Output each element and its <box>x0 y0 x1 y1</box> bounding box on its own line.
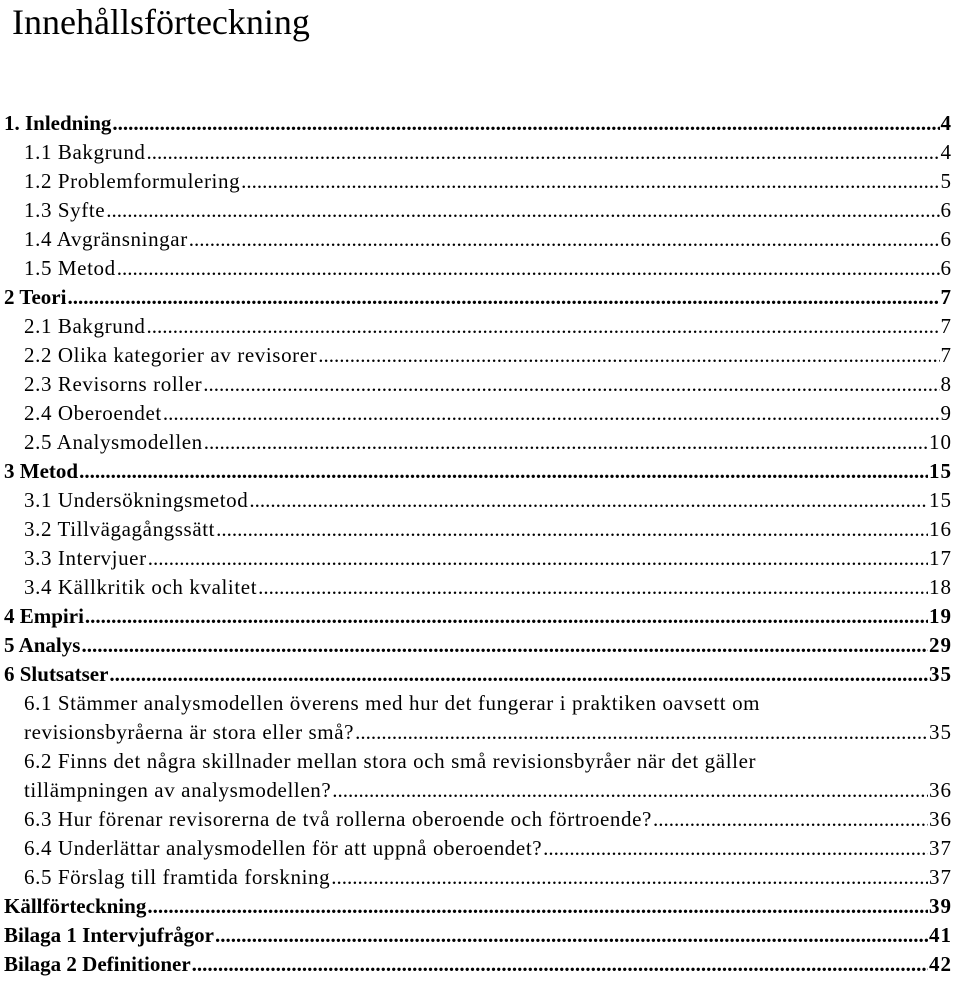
toc-entry-2-1[interactable] <box>0 312 960 341</box>
toc-entry-label: 6.5 Förslag till framtida forskning <box>24 865 331 889</box>
toc-entry-label: 3.2 Tillvägagångssätt <box>24 517 216 541</box>
toc-entry-label: 2.1 Bakgrund <box>24 314 146 338</box>
toc-entry-label: 1.2 Problemformulering <box>24 169 241 193</box>
toc-entry-3-1[interactable] <box>0 486 960 515</box>
toc-page-number: 35 <box>929 720 952 744</box>
toc-entry-2-2[interactable] <box>0 341 960 370</box>
table-of-contents <box>0 109 960 979</box>
toc-page-number: 36 <box>929 778 952 802</box>
dot-leader <box>355 718 928 747</box>
toc-entry-label-line1: 6.1 Stämmer analysmodellen överens med hur det fungerar i praktiken oavsett om <box>24 691 761 715</box>
toc-entry-label: 3.4 Källkritik och kvalitet <box>24 575 258 599</box>
dot-leader <box>163 399 940 428</box>
dot-leader <box>85 602 928 631</box>
dot-leader <box>147 138 940 167</box>
dot-leader <box>79 457 928 486</box>
toc-entry-2-5[interactable] <box>0 428 960 457</box>
toc-entry-bilaga-1[interactable] <box>0 921 960 950</box>
toc-entry-label: 2.5 Analysmodellen <box>24 430 203 454</box>
dot-leader <box>258 573 928 602</box>
toc-entry-label: 2.3 Revisorns roller <box>24 372 203 396</box>
toc-entry-label: 1.4 Avgränsningar <box>24 227 188 251</box>
toc-entry-label: 2 Teori <box>4 285 67 309</box>
toc-entry-6-5[interactable] <box>0 863 960 892</box>
toc-entry-6-1[interactable] <box>0 689 960 747</box>
toc-entry-5-analys[interactable] <box>0 631 960 660</box>
toc-page-number: 39 <box>929 894 952 918</box>
dot-leader <box>147 892 928 921</box>
dot-leader <box>543 834 928 863</box>
toc-entry-label: 2.4 Oberoendet <box>24 401 162 425</box>
toc-entry-label: 6.4 Underlättar analysmodellen för att uppnå oberoendet? <box>24 836 543 860</box>
toc-page-number: 17 <box>929 546 952 570</box>
toc-page-number: 35 <box>929 662 952 686</box>
dot-leader <box>192 950 928 979</box>
toc-entry-3-2[interactable] <box>0 515 960 544</box>
toc-entry-1-2[interactable] <box>0 167 960 196</box>
dot-leader <box>653 805 928 834</box>
toc-page-number: 18 <box>929 575 952 599</box>
toc-entry-label: 6 Slutsatser <box>4 662 109 686</box>
dot-leader <box>67 283 939 312</box>
toc-entry-3-3[interactable] <box>0 544 960 573</box>
toc-page-number: 29 <box>929 633 952 657</box>
dot-leader <box>204 428 928 457</box>
toc-page-number: 4 <box>940 111 952 135</box>
toc-entry-1-5[interactable] <box>0 254 960 283</box>
toc-entry-label: 1. Inledning <box>4 111 112 135</box>
toc-entry-1-inledning[interactable] <box>0 109 960 138</box>
toc-page-number: 7 <box>940 343 952 367</box>
toc-page-number: 15 <box>929 488 952 512</box>
toc-page-number: 6 <box>940 227 952 251</box>
toc-page-number: 10 <box>929 430 952 454</box>
dot-leader <box>331 863 928 892</box>
toc-entry-6-4[interactable] <box>0 834 960 863</box>
toc-entry-2-teori[interactable] <box>0 283 960 312</box>
dot-leader <box>147 312 940 341</box>
dot-leader <box>249 486 928 515</box>
dot-leader <box>109 660 928 689</box>
toc-page-number: 36 <box>929 807 952 831</box>
toc-entry-label: 3 Metod <box>4 459 79 483</box>
toc-entry-label-line1: 6.2 Finns det några skillnader mellan stora och små revisionsbyråer när det gäller <box>24 749 757 773</box>
toc-page-number: 41 <box>929 923 952 947</box>
toc-entry-1-3[interactable] <box>0 196 960 225</box>
toc-entry-4-empiri[interactable] <box>0 602 960 631</box>
toc-page-number: 16 <box>929 517 952 541</box>
toc-page-number: 37 <box>929 865 952 889</box>
dot-leader <box>189 225 940 254</box>
toc-page-number: 4 <box>940 140 952 164</box>
toc-page-number: 8 <box>940 372 952 396</box>
dot-leader <box>112 109 939 138</box>
toc-entry-3-4[interactable] <box>0 573 960 602</box>
toc-entry-3-metod[interactable] <box>0 457 960 486</box>
page-title: Innehållsförteckning <box>12 2 310 42</box>
toc-page-number: 37 <box>929 836 952 860</box>
dot-leader <box>148 544 928 573</box>
toc-entry-kallforteckning[interactable] <box>0 892 960 921</box>
toc-entry-label: 3.1 Undersökningsmetod <box>24 488 249 512</box>
toc-entry-label: 1.1 Bakgrund <box>24 140 146 164</box>
toc-entry-label-line2: revisionsbyråerna är stora eller små? <box>24 720 355 744</box>
dot-leader <box>81 631 928 660</box>
toc-entry-bilaga-2[interactable] <box>0 950 960 979</box>
dot-leader <box>241 167 939 196</box>
dot-leader <box>106 196 939 225</box>
toc-entry-6-2[interactable] <box>0 747 960 805</box>
dot-leader <box>203 370 939 399</box>
dot-leader <box>215 921 928 950</box>
toc-page-number: 6 <box>940 256 952 280</box>
toc-entry-label: Källförteckning <box>4 894 147 918</box>
toc-entry-label: 3.3 Intervjuer <box>24 546 147 570</box>
toc-entry-label: Bilaga 1 Intervjufrågor <box>4 923 214 947</box>
toc-page-number: 5 <box>940 169 952 193</box>
toc-page-number: 42 <box>929 952 952 976</box>
toc-entry-6-3[interactable] <box>0 805 960 834</box>
toc-entry-label: 2.2 Olika kategorier av revisorer <box>24 343 318 367</box>
toc-entry-label: 1.3 Syfte <box>24 198 106 222</box>
toc-entry-6-slutsatser[interactable] <box>0 660 960 689</box>
toc-page-number: 7 <box>940 314 952 338</box>
toc-entry-2-3[interactable] <box>0 370 960 399</box>
toc-page-number: 9 <box>940 401 952 425</box>
toc-entry-label: 1.5 Metod <box>24 256 116 280</box>
toc-page-number: 15 <box>929 459 952 483</box>
dot-leader <box>117 254 940 283</box>
toc-entry-1-4[interactable] <box>0 225 960 254</box>
toc-entry-label: 4 Empiri <box>4 604 84 628</box>
toc-page-number: 6 <box>940 198 952 222</box>
dot-leader <box>332 776 928 805</box>
toc-page-number: 7 <box>940 285 952 309</box>
toc-entry-2-4[interactable] <box>0 399 960 428</box>
dot-leader <box>216 515 928 544</box>
toc-entry-1-1[interactable] <box>0 138 960 167</box>
toc-entry-label: Bilaga 2 Definitioner <box>4 952 191 976</box>
toc-entry-label: 6.3 Hur förenar revisorerna de två rollerna oberoende och förtroende? <box>24 807 652 831</box>
dot-leader <box>318 341 939 370</box>
toc-page-number: 19 <box>929 604 952 628</box>
toc-entry-label-line2: tillämpningen av analysmodellen? <box>24 778 332 802</box>
toc-entry-label: 5 Analys <box>4 633 81 657</box>
